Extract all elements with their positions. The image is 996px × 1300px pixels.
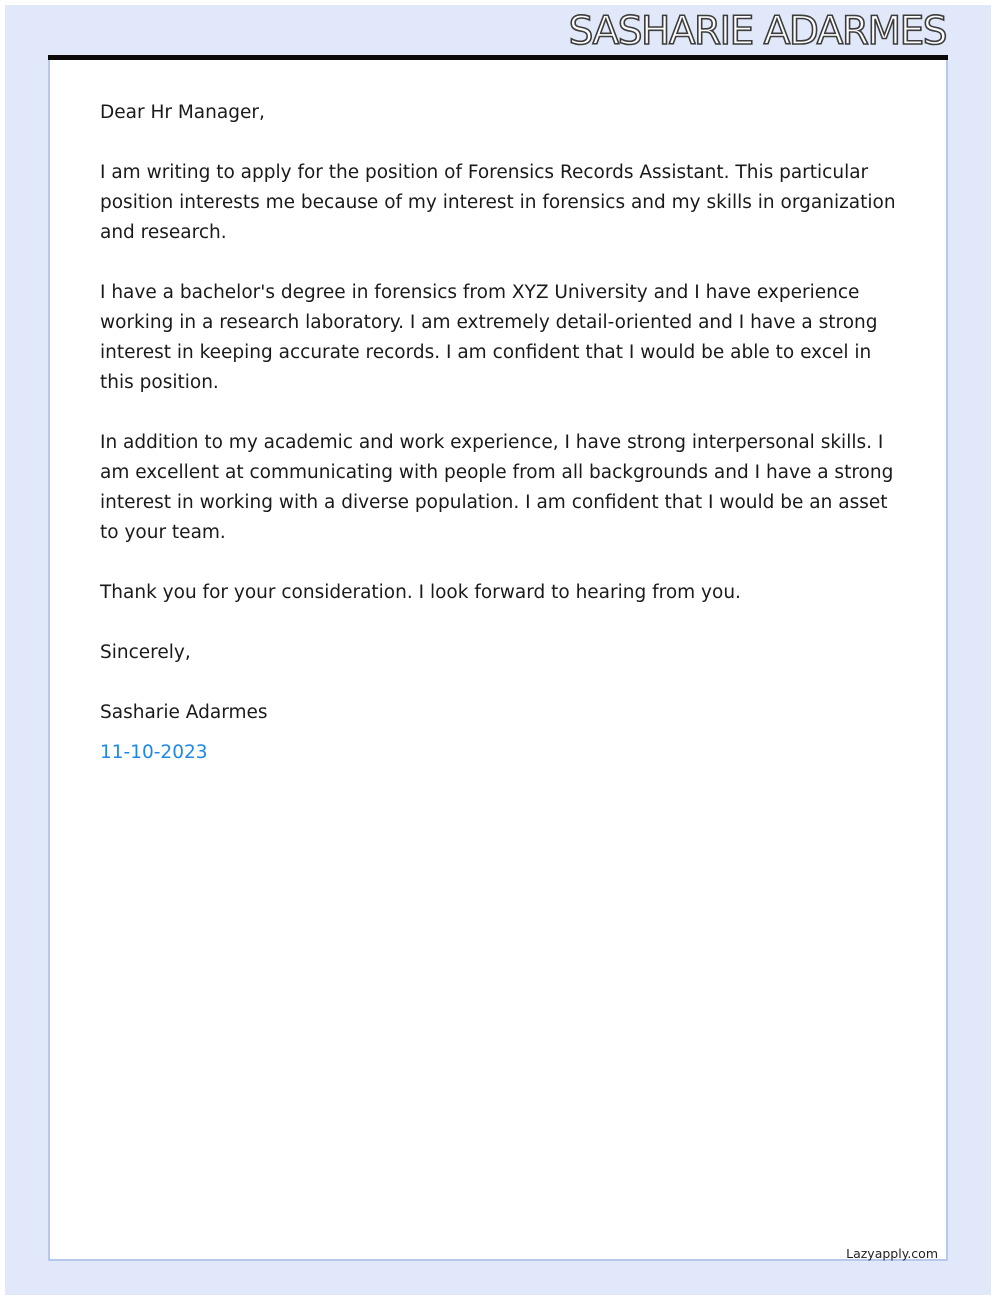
- paragraph-2: I have a bachelor's degree in forensics from XYZ University and I have experience working in a research laboratory. I am extremely detail-oriented and I have a strong interest in keeping accurate records. I am confident that I would be able to excel in this position.: [100, 282, 878, 393]
- paragraph-4: Thank you for your consideration. I look forward to hearing from you.: [100, 582, 741, 603]
- paragraph-3: In addition to my academic and work experience, I have strong interpersonal skills. I am excellent at communicating with people from all backgrounds and I have a strong interest in working with a diverse population. I am confident that I would be an asset to your team.: [100, 432, 894, 543]
- footer-brand: Lazyapply.com: [846, 1246, 938, 1261]
- signature: Sasharie Adarmes: [100, 702, 268, 723]
- letter-date: 11-10-2023: [100, 742, 208, 763]
- applicant-name-header: SASHARIE ADARMES: [568, 9, 946, 54]
- greeting: Dear Hr Manager,: [100, 102, 265, 123]
- cover-letter-body: [100, 98, 900, 768]
- paragraph-1: I am writing to apply for the position of Forensics Records Assistant. This particular position interests me because of my interest in forensics and my skills in organization and research.: [100, 162, 896, 243]
- closing: Sincerely,: [100, 642, 191, 663]
